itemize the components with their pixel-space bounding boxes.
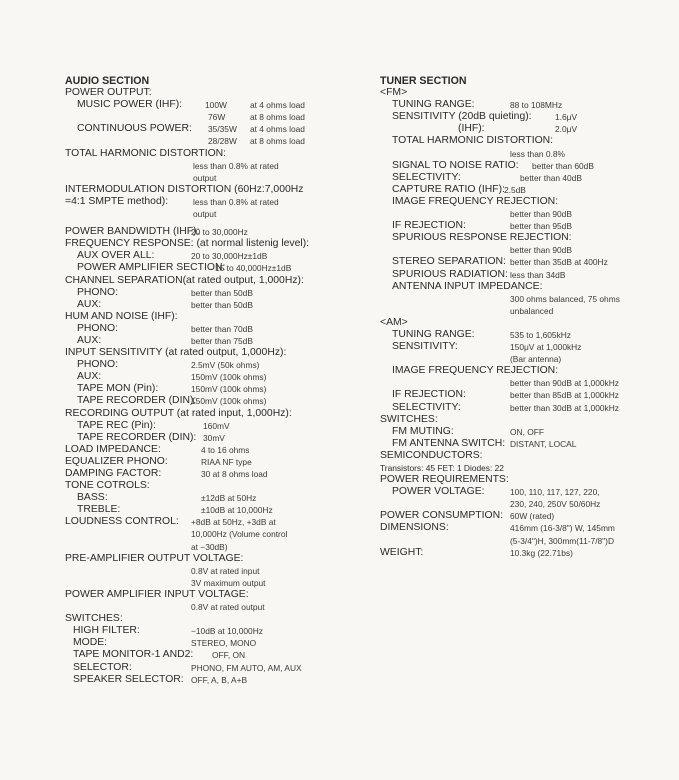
spec-value: better than 85dB at 1,000kHz	[510, 390, 619, 401]
spec-value: better than 90dB	[510, 209, 572, 220]
spec-line	[65, 383, 365, 395]
spec-value: ±10dB at 10,000Hz	[201, 505, 273, 516]
spec-value: 2.0μV	[555, 124, 578, 135]
spec-label: Transistors: 45 FET: 1 Diodes: 22	[380, 463, 504, 473]
spec-label: CHANNEL SEPARATION(at rated output, 1,000Hz):	[65, 274, 304, 286]
spec-value-note: at 4 ohms load	[250, 100, 305, 111]
spec-line	[65, 123, 365, 135]
spec-label: SWITCHES:	[380, 413, 438, 425]
spec-line	[380, 244, 670, 256]
spec-label: AUX:	[77, 334, 102, 346]
spec-line	[380, 269, 670, 281]
section-heading	[380, 75, 670, 87]
spec-line	[380, 87, 670, 99]
spec-value: output	[193, 209, 217, 220]
spec-label: INTERMODULATION DISTORTION (60Hz:7,000Hz	[65, 183, 304, 195]
spec-label: TAPE RECORDER (DIN):	[77, 431, 197, 443]
spec-value: (5-3/4")H, 300mm(11-7/8")D	[510, 535, 614, 546]
spec-line	[380, 220, 670, 232]
spec-value: 3V maximum output	[191, 577, 266, 588]
spec-label: FM ANTENNA SWITCH:	[392, 437, 506, 449]
spec-value: 20 to 30,000Hz	[191, 227, 248, 238]
spec-value: 535 to 1,605kHz	[510, 329, 571, 340]
spec-label: MODE:	[73, 637, 108, 649]
spec-value: less than 0.8% at rated	[193, 196, 279, 207]
spec-line	[65, 565, 365, 577]
spec-label: IMAGE FREQUENCY REJECTION:	[392, 365, 559, 377]
spec-line	[65, 347, 365, 359]
spec-line	[380, 232, 670, 244]
spec-line	[380, 450, 670, 462]
spec-value: 30mV	[203, 432, 225, 443]
spec-line	[65, 250, 365, 262]
spec-label: PRE-AMPLIFIER OUTPUT VOLTAGE:	[65, 552, 244, 564]
spec-line	[65, 287, 365, 299]
spec-value: RIAA NF type	[201, 456, 252, 467]
spec-label: BASS:	[77, 492, 108, 504]
spec-line	[65, 528, 365, 540]
spec-value: OFF, ON	[212, 650, 246, 661]
spec-line	[65, 649, 365, 661]
spec-value: better than 95dB	[510, 221, 572, 232]
spec-label: MUSIC POWER (IHF):	[77, 99, 183, 111]
spec-value: 416mm (16-3/8") W, 145mm	[510, 523, 615, 534]
spec-label: FM MUTING:	[392, 425, 454, 437]
spec-line	[65, 480, 365, 492]
spec-label: SELECTOR:	[73, 661, 132, 673]
spec-value: 100W	[205, 100, 227, 111]
tuner-section-column	[380, 75, 670, 559]
spec-label: SEMICONDUCTORS:	[380, 449, 483, 461]
spec-line	[65, 468, 365, 480]
spec-value: better than 30dB at 1,000kHz	[510, 402, 619, 413]
spec-value: better than 35dB at 400Hz	[510, 257, 608, 268]
spec-value: ON, OFF	[510, 426, 544, 437]
spec-line	[380, 99, 670, 111]
spec-line	[65, 444, 365, 456]
spec-value: PHONO, FM AUTO, AM, AUX	[191, 662, 302, 673]
spec-value: 150mV (100k ohms)	[191, 396, 267, 407]
spec-value: 230, 240, 250V 50/60Hz	[510, 499, 601, 510]
spec-label: POWER BANDWIDTH (IHF):	[65, 226, 200, 238]
spec-label: SIGNAL TO NOISE RATIO:	[392, 159, 519, 171]
spec-label: SENSITIVITY (20dB quieting):	[392, 111, 532, 123]
spec-label: SELECTIVITY:	[392, 401, 461, 413]
spec-label: TAPE MONITOR-1 AND2:	[73, 649, 194, 661]
spec-line	[65, 135, 365, 147]
spec-line	[380, 547, 670, 559]
spec-line	[65, 637, 365, 649]
spec-value: 160mV	[203, 420, 230, 431]
spec-value: +8dB at 50Hz, +3dB at	[191, 517, 276, 528]
spec-line	[380, 389, 670, 401]
spec-line	[65, 226, 365, 238]
spec-line	[65, 395, 365, 407]
spec-label: TUNING RANGE:	[392, 328, 475, 340]
spec-label: HIGH FILTER:	[73, 625, 140, 637]
spec-value: 35/35W	[208, 124, 237, 135]
spec-label: AUX:	[77, 298, 102, 310]
spec-value: at −30dB)	[191, 541, 228, 552]
spec-value: 10,000Hz (Volume control	[191, 529, 288, 540]
spec-line	[380, 365, 670, 377]
spec-value: 150μV at 1,000kHz	[510, 342, 582, 353]
spec-value-note: at 8 ohms load	[250, 136, 305, 147]
spec-line	[65, 625, 365, 637]
spec-label: TAPE REC (Pin):	[77, 419, 156, 431]
spec-line	[380, 281, 670, 293]
spec-line	[65, 371, 365, 383]
spec-line	[65, 262, 365, 274]
spec-line	[380, 160, 670, 172]
spec-line	[380, 172, 670, 184]
spec-line	[380, 486, 670, 498]
spec-line	[65, 408, 365, 420]
spec-value: STEREO, MONO	[191, 638, 257, 649]
spec-line	[65, 516, 365, 528]
spec-label: SPURIOUS RADIATION:	[392, 268, 508, 280]
spec-line	[380, 438, 670, 450]
section-title: AUDIO SECTION	[65, 75, 150, 87]
spec-line	[65, 160, 365, 172]
spec-value: 100, 110, 117, 127, 220,	[510, 487, 600, 498]
spec-label: DIMENSIONS:	[380, 522, 449, 534]
spec-label: HUM AND NOISE (IHF):	[65, 310, 178, 322]
spec-value-note: at 4 ohms load	[250, 124, 305, 135]
spec-label: SPURIOUS RESPONSE REJECTION:	[392, 232, 572, 244]
spec-value: 150mV (100k ohms)	[191, 384, 267, 395]
spec-value: 2.5dB	[504, 184, 526, 195]
spec-line	[65, 504, 365, 516]
spec-line	[380, 123, 670, 135]
spec-value: 30 at 8 ohms load	[201, 469, 268, 479]
spec-line	[380, 414, 670, 426]
spec-value: output	[193, 172, 217, 183]
spec-line	[65, 613, 365, 625]
spec-label: FREQUENCY RESPONSE: (at normal listenig level):	[65, 238, 310, 250]
spec-value: ±12dB at 50Hz	[201, 493, 257, 504]
spec-label: POWER OUTPUT:	[65, 87, 152, 99]
spec-line	[65, 275, 365, 287]
spec-label: SWITCHES:	[65, 613, 123, 625]
spec-label: TAPE MON (Pin):	[77, 383, 159, 395]
spec-label: LOUDNESS CONTROL:	[65, 516, 179, 528]
spec-label: AUX OVER ALL:	[77, 250, 155, 262]
spec-line	[65, 492, 365, 504]
spec-line	[380, 317, 670, 329]
spec-value: better than 50dB	[191, 287, 253, 298]
spec-label: IF REJECTION:	[392, 389, 466, 401]
spec-label: PHONO:	[77, 359, 118, 371]
spec-line	[380, 148, 670, 160]
spec-label: IMAGE FREQUENCY REJECTION:	[392, 195, 559, 207]
spec-value: 76W	[208, 112, 226, 123]
spec-line	[65, 323, 365, 335]
spec-label: RECORDING OUTPUT (at rated input, 1,000Hz):	[65, 407, 292, 419]
spec-label: EQUALIZER PHONO:	[65, 455, 168, 467]
spec-value: 2.5mV (50k ohms)	[191, 360, 260, 371]
spec-line	[65, 335, 365, 347]
spec-line	[380, 293, 670, 305]
spec-label: POWER AMPLIFIER SECTION:	[77, 262, 226, 274]
spec-label: SPEAKER SELECTOR:	[73, 673, 184, 685]
spec-value: unbalanced	[510, 305, 554, 316]
spec-value: better than 90dB	[510, 245, 572, 256]
spec-line	[65, 184, 365, 196]
spec-label: TOTAL HARMONIC DISTORTION:	[65, 147, 227, 159]
spec-line	[65, 208, 365, 220]
spec-value: 10.3kg (22.71bs)	[510, 547, 573, 558]
spec-label: (IHF):	[458, 123, 485, 135]
spec-line	[380, 353, 670, 365]
spec-label: TREBLE:	[77, 504, 121, 516]
spec-line	[380, 402, 670, 414]
spec-value: 0.8V at rated input	[191, 565, 260, 576]
spec-value: better than 70dB	[191, 323, 253, 334]
spec-line	[65, 589, 365, 601]
spec-value: DISTANT, LOCAL	[510, 438, 577, 449]
spec-label: <FM>	[380, 87, 408, 99]
spec-line	[380, 474, 670, 486]
spec-line	[380, 329, 670, 341]
spec-line	[380, 377, 670, 389]
spec-value: 0.8V at rated output	[191, 602, 265, 613]
spec-line	[380, 498, 670, 510]
spec-line	[380, 196, 670, 208]
spec-line	[380, 426, 670, 438]
spec-line	[65, 311, 365, 323]
spec-line	[380, 341, 670, 353]
spec-line	[65, 674, 365, 686]
spec-line	[65, 432, 365, 444]
spec-value: 20 to 30,000Hz±1dB	[191, 251, 268, 262]
spec-value: 1.6μV	[555, 112, 578, 123]
audio-section-column	[65, 75, 365, 686]
spec-line	[380, 522, 670, 534]
spec-line	[380, 135, 670, 147]
spec-line	[65, 456, 365, 468]
spec-line	[380, 111, 670, 123]
spec-line	[380, 305, 670, 317]
spec-line	[380, 535, 670, 547]
spec-line	[65, 196, 365, 208]
spec-value: better than 50dB	[191, 299, 253, 310]
spec-line	[380, 208, 670, 220]
spec-line	[65, 662, 365, 674]
spec-label: TOTAL HARMONIC DISTORTION:	[392, 135, 554, 147]
spec-value: better than 60dB	[532, 160, 594, 171]
spec-value: OFF, A, B, A+B	[191, 674, 248, 685]
spec-line	[65, 172, 365, 184]
spec-line	[65, 601, 365, 613]
spec-label: WEIGHT:	[380, 546, 424, 558]
spec-label: TUNING RANGE:	[392, 99, 475, 111]
spec-line	[65, 420, 365, 432]
spec-label: INPUT SENSITIVITY (at rated output, 1,000Hz):	[65, 347, 287, 359]
spec-label: PHONO:	[77, 322, 118, 334]
spec-line	[380, 184, 670, 196]
spec-line	[380, 462, 670, 474]
spec-value-note: at 8 ohms load	[250, 112, 305, 123]
spec-label: <AM>	[380, 316, 408, 328]
spec-value: 88 to 108MHz	[510, 100, 563, 111]
spec-line	[65, 99, 365, 111]
section-title: TUNER SECTION	[380, 75, 467, 87]
spec-line	[380, 510, 670, 522]
spec-line	[65, 299, 365, 311]
spec-value: better than 40dB	[520, 172, 582, 183]
spec-label: AUX:	[77, 371, 102, 383]
spec-value: less than 0.8%	[510, 148, 565, 159]
spec-value: less than 0.8% at rated	[193, 160, 279, 171]
spec-value: 15 to 40,000Hz±1dB	[215, 263, 292, 274]
spec-line	[65, 359, 365, 371]
spec-line	[65, 238, 365, 250]
spec-label: TONE COTROLS:	[65, 480, 150, 492]
spec-label: TAPE RECORDER (DIN):	[77, 395, 197, 407]
spec-value: 4 to 16 ohms	[201, 444, 250, 455]
spec-value: (Bar antenna)	[510, 354, 562, 365]
spec-label: DAMPING FACTOR:	[65, 468, 162, 479]
spec-label: CAPTURE RATIO (IHF):	[392, 183, 505, 195]
spec-value: 60W (rated)	[510, 511, 555, 522]
spec-value: better than 75dB	[191, 335, 253, 346]
spec-label: POWER VOLTAGE:	[392, 486, 485, 498]
spec-label: LOAD IMPEDANCE:	[65, 443, 161, 455]
spec-line	[65, 541, 365, 553]
spec-label: POWER CONSUMPTION:	[380, 510, 503, 522]
spec-label: ANTENNA INPUT IMPEDANCE:	[392, 280, 543, 292]
spec-line	[65, 87, 365, 99]
spec-label: STEREO SEPARATION:	[392, 256, 506, 268]
spec-label: IF REJECTION:	[392, 220, 466, 232]
spec-label: =4:1 SMPTE method):	[65, 195, 169, 207]
spec-label: POWER REQUIREMENTS:	[380, 474, 509, 486]
spec-value: −10dB at 10,000Hz	[191, 626, 263, 637]
spec-label: SELECTIVITY:	[392, 171, 461, 183]
spec-label: SENSITIVITY:	[392, 341, 458, 353]
spec-label: CONTINUOUS POWER:	[77, 123, 192, 135]
spec-line	[65, 553, 365, 565]
spec-label: PHONO:	[77, 286, 118, 298]
spec-label: POWER AMPLIFIER INPUT VOLTAGE:	[65, 588, 249, 600]
spec-value: better than 90dB at 1,000kHz	[510, 378, 619, 389]
spec-line	[65, 111, 365, 123]
spec-value: 300 ohms balanced, 75 ohms	[510, 293, 620, 304]
spec-value: less than 34dB	[510, 269, 566, 280]
spec-line	[65, 577, 365, 589]
spec-line	[65, 148, 365, 160]
spec-line	[380, 256, 670, 268]
spec-value: 150mV (100k ohms)	[191, 372, 267, 383]
spec-value: 28/28W	[208, 136, 237, 147]
section-heading	[65, 75, 365, 87]
